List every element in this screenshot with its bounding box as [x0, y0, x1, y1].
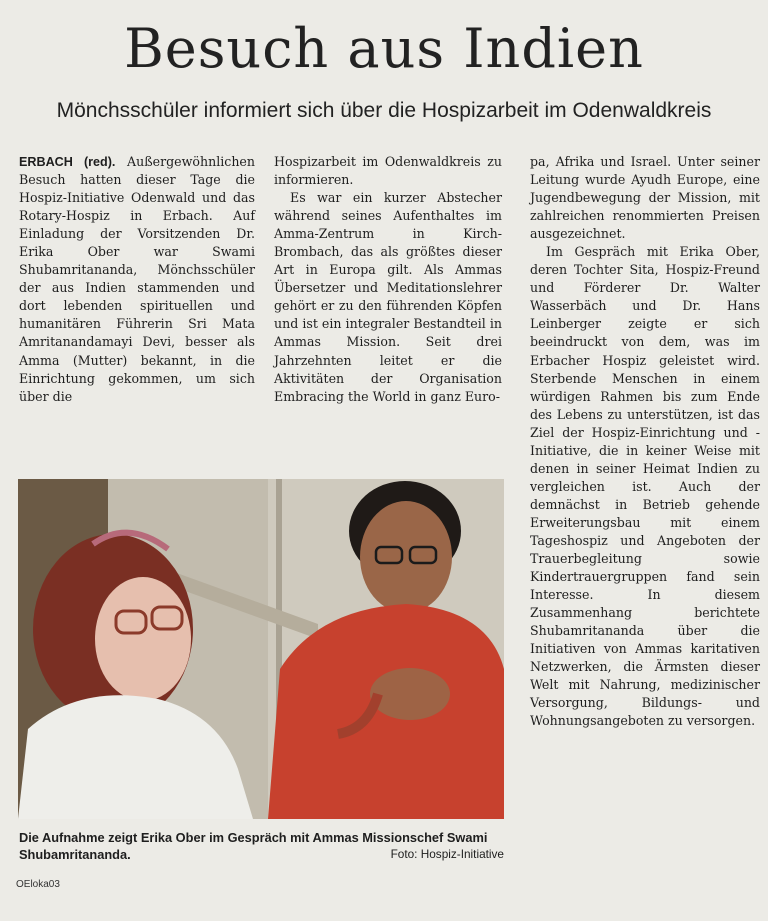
dateline: ERBACH (red).	[19, 155, 116, 169]
column-3-paragraph-1: pa, Afrika und Israel. Unter seiner Leitung wurde Ayudh Europe, eine Jugendbewegung der Mission, mit zahlreichen renommierten Preisen ausgezeichnet.	[530, 154, 760, 242]
column-3-paragraph-2: Im Gespräch mit Erika Ober, deren Tochter Sita, Hospiz-Freund und Förderer Dr. Walter Wasserbäch und Dr. Hans Leinberger zeigte er sich beeindruckt von dem, was im Erbacher Hospiz geleistet wird. Sterbende Menschen in einem würdigen Rahmen bis zum Ende des Lebens zu unterstützen, ist das Ziel der Hospiz-Einrichtung und -Initiative, die in keiner Weise mit denen in seiner Heimat Indien zu vergleichen ist. Auch der demnächst in Betrieb gehende Erweiterungsbau mit einem Tageshospiz und Angeboten der Trauerbegleitung sowie Kindertrauergruppen fand sein Interesse. In diesem Zusammenhang berichtete Shubamritananda über die Initiativen von Ammas karitativen Netzwerken, die Ärmsten dieser Welt mit Nahrung, medizinischer Versorgung, Bildungs- und Wohnungsangeboten zu versorgen.	[530, 244, 760, 729]
reference-code: OEloka03	[16, 879, 60, 890]
article-column-2	[274, 153, 502, 473]
column-2-paragraph-2: Es war ein kurzer Abstecher während seines Aufenthaltes im Amma-Zentrum in Kirch-Brombach, das als größtes dieser Art in Europa gilt. Als Ammas Übersetzer und Meditationslehrer gehört er zu den führenden Köpfen und ist ein integraler Bestandteil in Ammas Mission. Seit drei Jahrzehnten leitet er die Aktivitäten der Organisation Embracing the World in ganz Euro-	[274, 190, 502, 404]
article-column-3	[530, 153, 760, 873]
subheadline: Mönchsschüler informiert sich über die Hospizarbeit im Odenwaldkreis	[56, 99, 712, 122]
column-1-paragraph-1	[19, 153, 255, 406]
article-column-1	[19, 153, 255, 473]
column-2-paragraph-1: Hospizarbeit im Odenwaldkreis zu informieren.	[274, 154, 502, 188]
photo-credit: Foto: Hospiz-Initiative	[390, 847, 504, 861]
photo-caption: Die Aufnahme zeigt Erika Ober im Gespräch mit Ammas Missionschef Swami Shubamritananda.	[19, 830, 488, 862]
article-photo	[18, 479, 504, 819]
headline: Besuch aus Indien	[124, 17, 644, 80]
woman-face	[95, 577, 191, 701]
man-hands	[370, 668, 450, 720]
column-1-text: Außergewöhnlichen Besuch hatten dieser Tage die Hospiz-Initiative Odenwald und das Rotary-Hospiz in Erbach. Auf Einladung der Vorsitzenden Dr. Erika Ober war Swami Shubamritananda, Mönchsschüler der aus Indien stammenden und dort lebenden spirituellen und humanitären Führerin Sri Mata Amritanandamayi Devi, besser als Amma (Mutter) bekannt, in die Einrichtung gekommen, um sich über die	[19, 154, 255, 404]
photo-illustration	[18, 479, 504, 819]
man-face	[360, 501, 452, 613]
